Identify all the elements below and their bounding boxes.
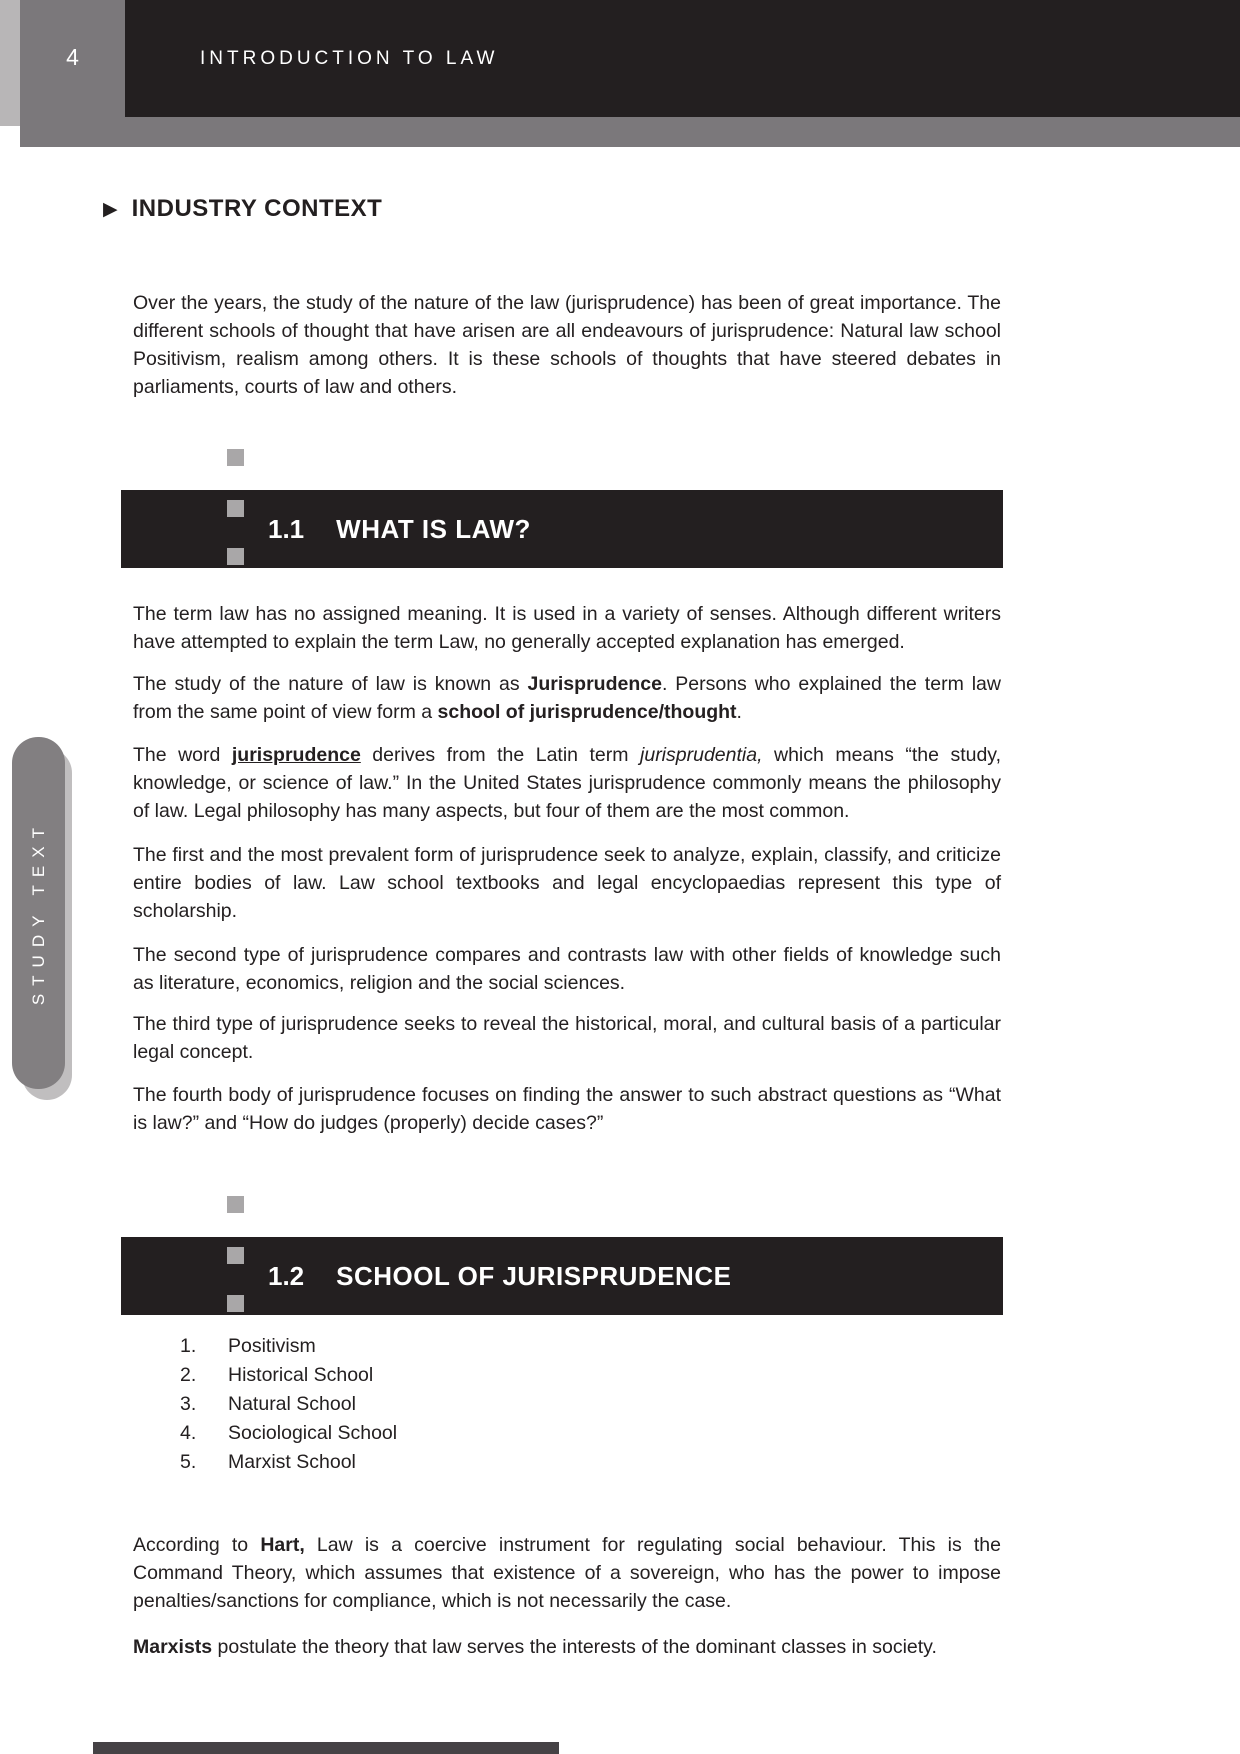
list-item-number: 4. [180,1422,197,1444]
header-left-strip [0,0,20,126]
paragraph-term-law: The term law has no assigned meaning. It is used in a variety of senses. Although different writers have attempted to explain the term Law, no generally accepted explanation has emerged. [133,603,1001,653]
paragraph-marxists: Marxists postulate the theory that law serves the interests of the dominant classes in society. [133,1636,937,1658]
decor-square [227,1247,244,1264]
list-item-number: 5. [180,1451,197,1473]
list-item-label: Sociological School [228,1422,398,1444]
decor-square [227,1196,244,1213]
section-title: WHAT IS LAW? [336,513,531,544]
section-title: SCHOOL OF JURISPRUDENCE [336,1260,732,1291]
paragraph-latin-origin: The word jurisprudence derives from the Latin term jurisprudentia, which means “the study, knowledge, or science of law.” In the United States jurisprudence commonly means the philosophy of law. Legal philosophy has many aspects, but four of them are the most common. [133,744,1002,822]
study-text-label: STUDY TEXT [28,820,48,1006]
header-gray-band [125,117,1240,147]
chapter-title: INTRODUCTION TO LAW [200,47,499,69]
triangle-bullet-icon: ▶ [103,198,118,220]
paragraph-third-type: The third type of jurisprudence seeks to reveal the historical, moral, and cultural basis of a particular legal concept. [133,1013,1001,1063]
decor-square [227,500,244,517]
list-item-number: 2. [180,1364,197,1386]
decor-square [227,449,244,466]
jurisprudence-school-list [180,1332,397,1477]
list-item-label: Marxist School [228,1451,356,1473]
list-item [180,1419,397,1448]
list-item-number: 3. [180,1393,197,1415]
list-item-label: Positivism [228,1335,316,1357]
page-number: 4 [66,44,79,70]
industry-context-heading [103,195,382,223]
list-item [180,1332,397,1361]
decor-square [227,1295,244,1312]
paragraph-industry-overview: Over the years, the study of the nature of the law (jurisprudence) has been of great importance. The different schools of thought that have arisen are all endeavours of jurisprudence: Natural law school Positivism, realism among others. It is these schools of thoughts that have steered debates in parliaments, courts of law and others. [133,292,1001,398]
list-item [180,1448,397,1477]
study-text-tab [12,737,65,1089]
page-number-box [20,0,125,147]
paragraph-second-type: The second type of jurisprudence compares and contrasts law with other fields of knowledge such as literature, economics, religion and the social sciences. [133,944,1001,994]
list-item-label: Natural School [228,1393,356,1415]
paragraph-jurisprudence: The study of the nature of law is known as Jurisprudence. Persons who explained the term law from the same point of view form a school of jurisprudence/thought. [133,673,1001,723]
paragraph-fourth-body: The fourth body of jurisprudence focuses on finding the answer to such abstract questions as “What is law?” and “How do judges (properly) decide cases?” [133,1084,1001,1134]
paragraph-hart: According to Hart, Law is a coercive instrument for regulating social behaviour. This is the Command Theory, which assumes that existence of a sovereign, who has the power to impose penalties/sanctions for compliance, which is not necessarily the case. [133,1534,1002,1612]
list-item [180,1390,397,1419]
chapter-header-bar [125,0,1240,117]
decor-square [227,548,244,565]
footer-partial-bar [93,1742,559,1754]
paragraph-first-form: The first and the most prevalent form of jurisprudence seek to analyze, explain, classify, and criticize entire bodies of law. Law school textbooks and legal encyclopaedias represent this type of scholarship. [133,844,1001,922]
list-item [180,1361,397,1390]
section-number: 1.1 [268,513,305,544]
section-bar-1-1 [121,490,1003,568]
industry-context-title: INDUSTRY CONTEXT [131,195,383,222]
section-bar-1-2 [121,1237,1003,1315]
list-item-label: Historical School [228,1364,374,1386]
section-number: 1.2 [268,1260,305,1291]
list-item-number: 1. [180,1335,197,1357]
